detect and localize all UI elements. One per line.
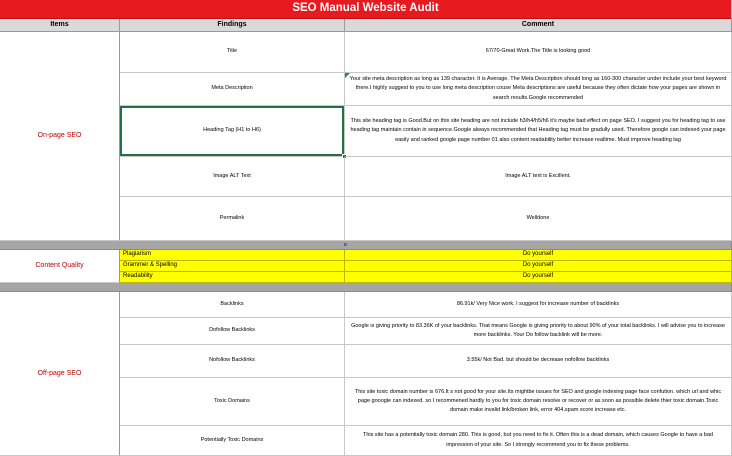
section-offpage-seo[interactable]: Off-page SEO	[0, 292, 120, 456]
finding-backlinks[interactable]: Backlinks	[120, 292, 345, 318]
section-content-quality[interactable]: Content Quality	[0, 250, 120, 283]
comment-meta-description[interactable]: Your site meta description as long as 139 character. It is Average. The Meta Description should long as 160-300 character under include your best keyword there.I highly suggest to you to use long meta description couse Meta descriptions are useful because they often dictate how your pages are shown in search results.Google recommended	[345, 73, 732, 106]
finding-nofollow-backlinks[interactable]: Nofollow Backlinks	[120, 345, 345, 378]
finding-readability[interactable]: Readability	[120, 272, 345, 283]
comment-nofollow-backlinks[interactable]: 3.55k/ Not Bad. but should be decrease nofollow backlinks	[345, 345, 732, 378]
comment-dofollow-backlinks[interactable]: Google is giving priority to 83.36K of your backlinks. That means Google is giving priority to about 90% of your total backlinks. I will advise you to increase more backlinks. Your Do follow backlink will be more.	[345, 318, 732, 345]
comment-toxic-domains[interactable]: This site toxic domain number is 676.It s not good for your site.Its mightbe issues for SEO and google indexing page face confution. which url and whic page gooogle can indexed. so I recommened hardly to you for toxic domain resolve or recover or as soon as possible delete thier toxic domain.Toxic domain make invalid link/broken link, error 404,spam score increase etc.	[345, 378, 732, 426]
comment-permalink[interactable]: Welldone	[345, 197, 732, 241]
comment-backlinks[interactable]: 86.91k/ Very Nice work. I suggest for increase number of backlinks	[345, 292, 732, 318]
finding-image-alt-text[interactable]: Image ALT Text	[120, 157, 345, 197]
header-items[interactable]: Items	[0, 19, 120, 32]
comment-potentially-toxic-domains[interactable]: This site has a potentially toxic domain 280. This is good, but you need to fix it. Often this is a dead domain, which causes Google to have a bad impression of your site. So I strongly recommend you to fix these problems.	[345, 426, 732, 456]
comment-readability[interactable]: Do yourself	[345, 272, 732, 283]
comment-title[interactable]: 67/70-Great Work.The Title is looking good	[345, 32, 732, 73]
header-findings[interactable]: Findings	[120, 19, 345, 32]
separator-row	[0, 283, 732, 292]
comment-image-alt-text[interactable]: Image ALT text is Excillent.	[345, 157, 732, 197]
comment-grammer-spelling[interactable]: Do yourself	[345, 261, 732, 272]
section-onpage-seo[interactable]: On-page SEO	[0, 32, 120, 241]
finding-meta-description[interactable]: Meta Description	[120, 73, 345, 106]
separator-row	[0, 241, 732, 250]
header-comment[interactable]: Comment	[345, 19, 732, 32]
sheet-title[interactable]: SEO Manual Website Audit	[0, 0, 732, 19]
separator-mark: o	[344, 242, 347, 248]
finding-toxic-domains[interactable]: Toxic Domains	[120, 378, 345, 426]
finding-potentially-toxic-domains[interactable]: Potentially Toxic Domains	[120, 426, 345, 456]
comment-heading-tag[interactable]: This site heading tag is Good.But on this site heading are not include h3/h4/h5/h6 it's maybe bad effect on page SEO. I suggest you for heading tag to use heading tag maintain contain in sequence.Google always recommended that Heading tag must be gradully used. Therefore google can indexed your page easily and ranked google page number 01 also content readability better increase realtime. Must improve heading tag	[345, 106, 732, 157]
comment-indicator-icon	[345, 73, 350, 78]
finding-dofollow-backlinks[interactable]: Dofollow Backlinks	[120, 318, 345, 345]
finding-heading-tag[interactable]: Heading Tag (H1 to H6)	[120, 106, 345, 157]
finding-grammer-spelling[interactable]: Grammer & Spelling	[120, 261, 345, 272]
comment-plagiarism[interactable]: Do yourself	[345, 250, 732, 261]
finding-title[interactable]: Title	[120, 32, 345, 73]
finding-plagiarism[interactable]: Plagiarism	[120, 250, 345, 261]
finding-permalink[interactable]: Permalink	[120, 197, 345, 241]
